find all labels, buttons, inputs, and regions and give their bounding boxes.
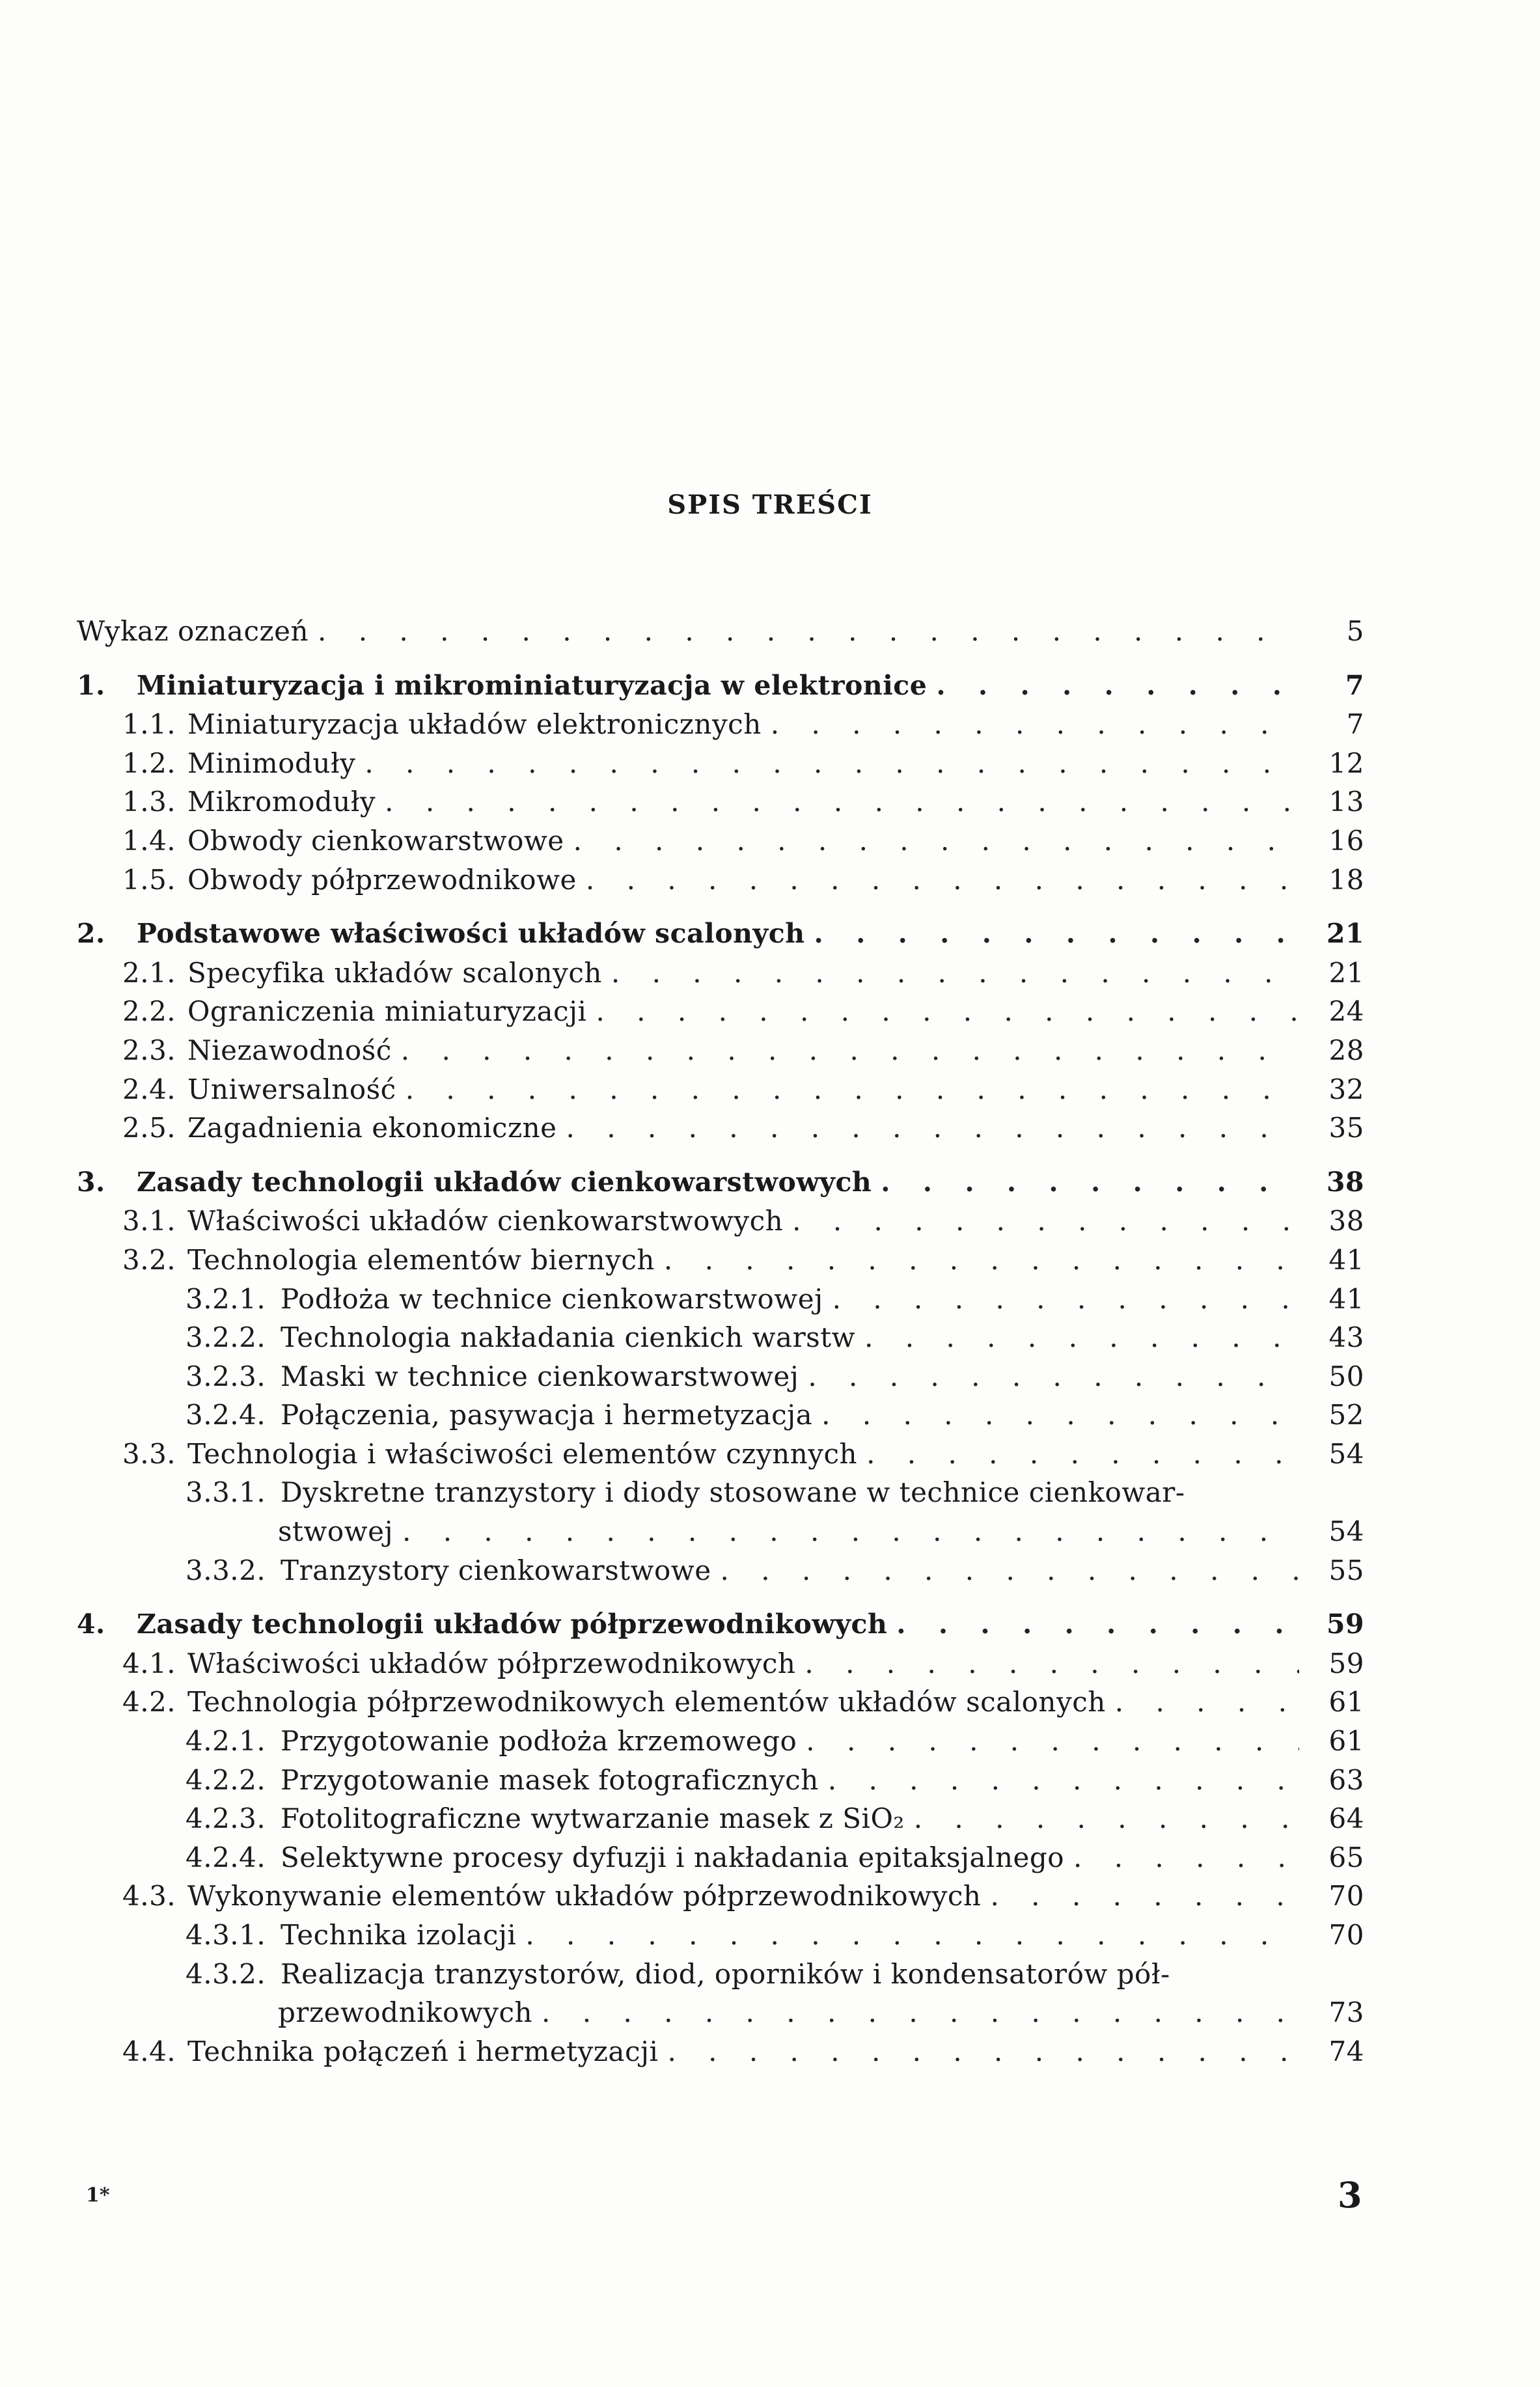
toc-entry-number: 3.2.2. [186,1321,266,1354]
toc-entry-page: 28 [1328,1034,1364,1066]
toc-entry[interactable] [77,1396,1364,1435]
toc-entry-page: 24 [1328,995,1364,1028]
toc-entry[interactable] [77,1683,1364,1722]
dot-leader [771,705,1299,744]
toc-chapter[interactable] [77,1163,1364,1202]
toc-entry-number: 4.3. [122,1880,176,1912]
toc-entry-title: Połączenia, pasywacja i hermetyzacja [281,1399,813,1431]
toc-entry-page: 54 [1328,1515,1364,1548]
toc-entry-page: 64 [1328,1802,1364,1835]
dot-leader [1073,1838,1299,1877]
dot-leader [385,782,1299,821]
toc-entry-number: 2.1. [122,956,176,989]
dot-leader [881,1163,1299,1202]
toc-entry-title: Obwody cienkowarstwowe [187,824,564,857]
toc-entry-title: Podłoża w technice cienkowarstwowej [281,1282,823,1315]
dot-leader [586,861,1299,900]
toc-entry-title: Ograniczenia miniaturyzacji [187,995,587,1028]
dot-leader [406,1070,1299,1109]
toc-entry[interactable] [77,1916,1364,1955]
toc-entry-number: 3.3. [122,1437,176,1470]
toc-entry-page: 21 [1328,956,1364,989]
toc-entry-page: 38 [1326,1166,1364,1198]
toc-entry-title: Technologia i właściwości elementów czynnych [187,1437,858,1470]
toc-entry-page: 70 [1328,1880,1364,1912]
toc-entry-page: 41 [1328,1282,1364,1315]
toc-entry[interactable] [77,954,1364,993]
dot-leader [721,1551,1299,1590]
toc-entry-number: 4. [77,1608,105,1640]
toc-entry-number: 3. [77,1166,105,1198]
toc-entry-page: 74 [1328,2035,1364,2067]
toc-chapter[interactable] [77,667,1364,706]
toc-entry-title: Selektywne procesy dyfuzji i nakładania epitaksjalnego [281,1841,1065,1873]
toc-entry-number: 4.2.3. [186,1802,266,1835]
toc-entry-page: 54 [1328,1437,1364,1470]
toc-entry[interactable] [77,705,1364,744]
toc-entry-page: 65 [1328,1841,1364,1873]
toc-entry-continuation[interactable] [77,1512,1364,1551]
toc-entry-number: 3.1. [122,1205,176,1237]
toc-entry-title: Tranzystory cienkowarstwowe [281,1554,711,1586]
toc-entry-title: Zasady technologii układów półprzewodnikowych [137,1608,888,1640]
toc-entry-number: 1. [77,669,105,701]
dot-leader [792,1202,1299,1241]
toc-entry[interactable] [77,1551,1364,1590]
toc-entry-number: 3.2.4. [186,1399,266,1431]
toc-entry-title: Zagadnienia ekonomiczne [187,1112,557,1144]
toc-entry-title: Przygotowanie podłoża krzemowego [281,1725,797,1758]
toc-entry-continuation[interactable] [77,1993,1364,2032]
dot-leader [596,992,1299,1031]
toc-entry[interactable] [77,1435,1364,1474]
toc-entry-title: Obwody półprzewodnikowe [187,863,577,896]
toc-chapter[interactable] [77,1605,1364,1644]
toc-entry-number: 1.1. [122,708,176,741]
toc-entry-page: 52 [1328,1399,1364,1431]
toc-entry[interactable] [77,1473,1364,1512]
toc-entry-number: 2.2. [122,995,176,1028]
toc-entry-page: 35 [1328,1112,1364,1144]
toc-entry[interactable] [77,1031,1364,1070]
toc-entry-title: Przygotowanie masek fotograficznych [281,1763,819,1796]
toc-entry-title: Specyfika układów scalonych [187,956,602,989]
toc-entry[interactable] [77,1644,1364,1683]
dot-leader [573,821,1299,861]
table-of-contents [77,612,1364,2071]
toc-entry[interactable] [77,1357,1364,1396]
toc-entry-title: Technologia elementów biernych [187,1243,655,1276]
toc-entry-page: 59 [1328,1647,1364,1679]
toc-entry[interactable] [77,1877,1364,1916]
toc-entry-page: 41 [1328,1243,1364,1276]
dot-leader [525,1916,1299,1955]
toc-entry[interactable] [77,1955,1364,1994]
dot-leader [990,1877,1299,1916]
toc-entry-page: 70 [1328,1919,1364,1951]
toc-entry-page: 32 [1328,1073,1364,1105]
dot-leader [866,1435,1299,1474]
dot-leader [318,612,1299,651]
toc-entry[interactable] [77,1799,1364,1838]
toc-entry-number: 3.3.1. [186,1476,266,1509]
toc-entry-title: Dyskretne tranzystory i diody stosowane w technice cienkowar- [281,1476,1185,1509]
signature-mark: 1* [86,2184,110,2207]
dot-leader [832,1280,1299,1319]
toc-entry-title: Uniwersalność [187,1073,396,1105]
toc-entry[interactable] [77,1202,1364,1241]
toc-entry[interactable] [77,782,1364,821]
toc-entry-title: Mikromoduły [187,786,376,818]
toc-entry-number: 4.2.1. [186,1725,266,1758]
toc-entry-number: 3.3.2. [186,1554,266,1586]
toc-entry-number: 3.2. [122,1243,176,1276]
toc-entry-page: 55 [1328,1554,1364,1586]
toc-entry-number: 1.5. [122,863,176,896]
dot-leader [667,2032,1299,2071]
toc-entry-page: 63 [1328,1763,1364,1796]
toc-entry-number: 3.2.3. [186,1360,266,1392]
toc-entry[interactable] [77,612,1364,651]
toc-entry[interactable] [77,1241,1364,1280]
dot-leader [936,667,1299,706]
dot-leader [828,1761,1299,1800]
dot-leader [664,1241,1299,1280]
dot-leader [402,1512,1299,1551]
toc-entry[interactable] [77,1722,1364,1761]
dot-leader [364,744,1299,783]
toc-entry-number: 2.5. [122,1112,176,1144]
toc-entry-page: 5 [1346,615,1364,647]
toc-entry-number: 4.2.4. [186,1841,266,1873]
dot-leader [896,1605,1299,1644]
toc-entry-page: 43 [1328,1321,1364,1354]
dot-leader [566,1109,1300,1148]
toc-entry[interactable] [77,1318,1364,1357]
toc-entry-page: 16 [1328,824,1364,857]
toc-entry-page: 59 [1326,1608,1364,1640]
toc-entry[interactable] [77,1280,1364,1319]
toc-entry-page: 61 [1328,1725,1364,1758]
toc-entry-page: 13 [1328,786,1364,818]
toc-entry-number: 4.2. [122,1686,176,1718]
toc-entry[interactable] [77,861,1364,900]
toc-entry-title: Fotolitograficzne wytwarzanie masek z SiO₂ [281,1802,905,1835]
toc-entry-title-continued: stwowej [278,1515,393,1548]
toc-entry-number: 4.2.2. [186,1763,266,1796]
dot-leader [821,1396,1299,1435]
toc-entry-number: 4.1. [122,1647,176,1679]
toc-entry-number: 4.3.2. [186,1957,266,1990]
toc-entry-page: 73 [1328,1996,1364,2029]
toc-entry-title: Realizacja tranzystorów, diod, oporników i kondensatorów pół- [281,1957,1170,1990]
toc-entry-title: Właściwości układów cienkowarstwowych [187,1205,784,1237]
toc-entry-number: 4.3.1. [186,1919,266,1951]
toc-entry-page: 12 [1328,747,1364,779]
toc-entry[interactable] [77,821,1364,861]
toc-entry-number: 2.3. [122,1034,176,1066]
page-title: SPIS TREŚCI [667,490,873,520]
toc-entry-title: Miniaturyzacja i mikrominiaturyzacja w elektronice [137,669,928,701]
toc-entry-title: Wykonywanie elementów układów półprzewodnikowych [187,1880,982,1912]
dot-leader [808,1357,1299,1396]
toc-entry-number: 2.4. [122,1073,176,1105]
toc-entry-page: 50 [1328,1360,1364,1392]
page-number: 3 [1338,2174,1362,2216]
toc-entry-title: Technologia półprzewodnikowych elementów układów scalonych [187,1686,1106,1718]
toc-entry[interactable] [77,2032,1364,2071]
toc-entry[interactable] [77,1761,1364,1800]
toc-entry-title: Technika izolacji [281,1919,517,1951]
dot-leader [914,1799,1299,1838]
toc-entry-page: 61 [1328,1686,1364,1718]
toc-entry-page: 38 [1328,1205,1364,1237]
toc-entry-number: 1.4. [122,824,176,857]
dot-leader [611,954,1299,993]
toc-entry-title: Technologia nakładania cienkich warstw [281,1321,856,1354]
dot-leader [542,1993,1299,2032]
toc-entry[interactable] [77,992,1364,1031]
toc-entry[interactable] [77,744,1364,783]
toc-entry-title: Minimoduły [187,747,356,779]
toc-entry-title: Podstawowe właściwości układów scalonych [137,918,805,950]
dot-leader [806,1722,1299,1761]
toc-entry-title: Maski w technice cienkowarstwowej [281,1360,799,1392]
toc-entry[interactable] [77,1838,1364,1877]
toc-entry-title: Miniaturyzacja układów elektronicznych [187,708,762,741]
toc-entry-title: Właściwości układów półprzewodnikowych [187,1647,796,1679]
dot-leader [1115,1683,1299,1722]
toc-entry-title: Zasady technologii układów cienkowarstwowych [137,1166,872,1198]
toc-entry-title: Niezawodność [187,1034,392,1066]
dot-leader [864,1318,1299,1357]
toc-entry-page: 18 [1328,863,1364,896]
toc-entry[interactable] [77,1109,1364,1148]
toc-entry-page: 21 [1326,918,1364,950]
dot-leader [401,1031,1299,1070]
toc-entry-title: Technika połączeń i hermetyzacji [187,2035,659,2067]
toc-entry-number: 4.4. [122,2035,176,2067]
dot-leader [814,915,1299,954]
toc-entry-number: 1.3. [122,786,176,818]
toc-entry-title-continued: przewodnikowych [278,1996,533,2029]
toc-entry-number: 3.2.1. [186,1282,266,1315]
toc-entry-number: 1.2. [122,747,176,779]
toc-entry-number: 2. [77,918,105,950]
toc-entry-title: Wykaz oznaczeń [77,615,309,647]
dot-leader [804,1644,1299,1683]
toc-entry[interactable] [77,1070,1364,1109]
toc-entry-page: 7 [1345,669,1364,701]
toc-entry-page: 7 [1346,708,1364,741]
toc-chapter[interactable] [77,915,1364,954]
